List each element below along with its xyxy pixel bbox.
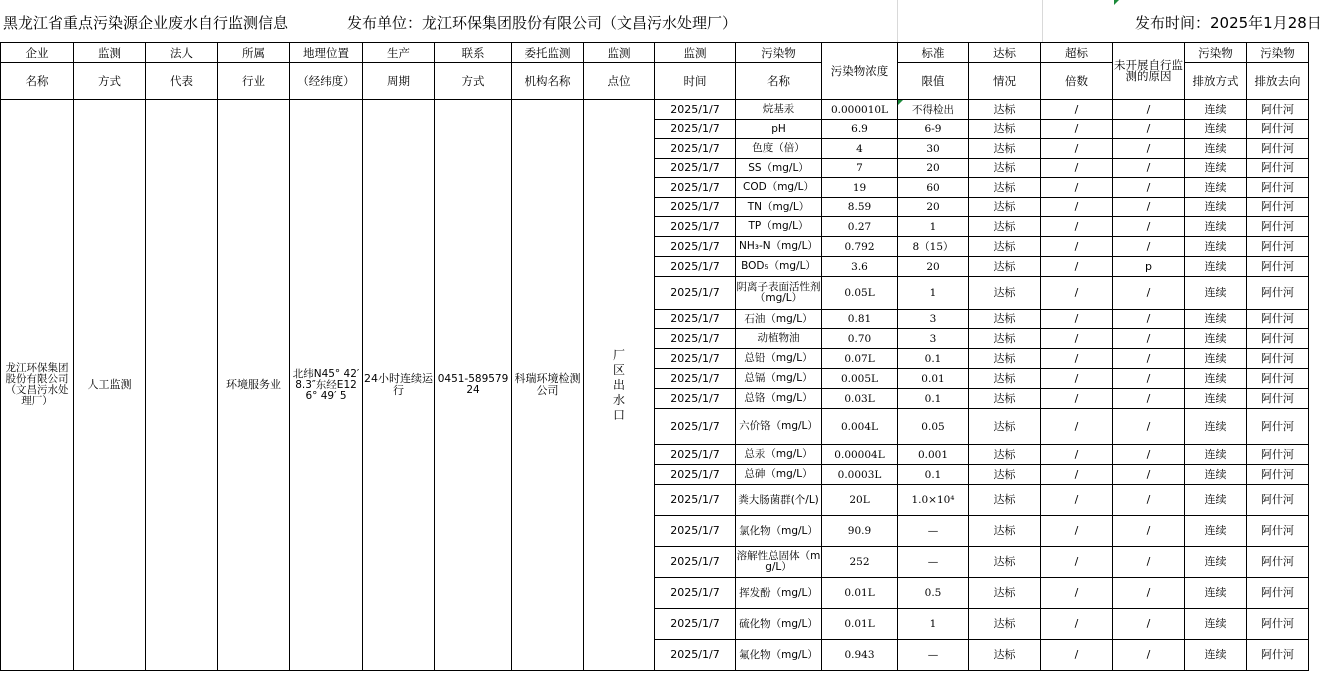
cell-status: 达标 [969, 120, 1041, 139]
cell-discharge-dest: 阿什河 [1247, 409, 1309, 445]
cell-limit: 0.1 [898, 465, 969, 485]
cell-status: 达标 [969, 465, 1041, 485]
enterprise-name-cell: 龙江环保集团股份有限公司（文昌污水处理厂） [1, 100, 74, 671]
col-head-discharge-dest: 污染物 [1247, 43, 1309, 63]
cell-limit: 30 [898, 139, 969, 159]
col-head-method-2: 方式 [74, 63, 146, 100]
cell-excess: / [1041, 310, 1113, 329]
cell-status: 达标 [969, 100, 1041, 120]
cell-limit: 8（15） [898, 237, 969, 257]
cell-date: 2025/1/7 [655, 409, 736, 445]
cell-pollutant: 总铬（mg/L） [736, 389, 822, 409]
cell-comment-marker [1114, 0, 1119, 5]
cell-concentration: 19 [822, 178, 898, 198]
col-head-legal-rep: 法人 [146, 43, 218, 63]
cell-pollutant: 色度（倍） [736, 139, 822, 159]
cell-status: 达标 [969, 178, 1041, 198]
cell-discharge-dest: 阿什河 [1247, 217, 1309, 237]
cell-excess: / [1041, 329, 1113, 349]
cell-limit: 3 [898, 310, 969, 329]
col-head-limit-2: 限值 [898, 63, 969, 100]
cell-excess: / [1041, 547, 1113, 578]
cell-concentration: 0.792 [822, 237, 898, 257]
cell-date: 2025/1/7 [655, 349, 736, 369]
cell-limit: 1 [898, 609, 969, 640]
cell-excess: / [1041, 578, 1113, 609]
cell-pollutant: BOD₅（mg/L） [736, 257, 822, 277]
cell-pollutant: 氯化物（mg/L） [736, 516, 822, 547]
col-head-contact: 联系 [435, 43, 512, 63]
col-head-enterprise-2: 名称 [1, 63, 74, 100]
cell-excess: / [1041, 389, 1113, 409]
cell-limit: 20 [898, 257, 969, 277]
cell-concentration: 0.0003L [822, 465, 898, 485]
cell-reason: / [1113, 178, 1185, 198]
cell-discharge-mode: 连续 [1185, 198, 1247, 217]
cell-discharge-dest: 阿什河 [1247, 277, 1309, 310]
cell-date: 2025/1/7 [655, 237, 736, 257]
col-head-excess: 超标 [1041, 43, 1113, 63]
cell-date: 2025/1/7 [655, 485, 736, 516]
cell-date: 2025/1/7 [655, 465, 736, 485]
cell-date: 2025/1/7 [655, 178, 736, 198]
cell-reason: / [1113, 237, 1185, 257]
cell-pollutant: 总砷（mg/L） [736, 465, 822, 485]
cell-pollutant: NH₃-N（mg/L） [736, 237, 822, 257]
col-head-excess-2: 倍数 [1041, 63, 1113, 100]
cell-limit: 0.001 [898, 445, 969, 465]
cell-discharge-mode: 连续 [1185, 609, 1247, 640]
col-head-cycle-2: 周期 [363, 63, 435, 100]
cell-concentration: 0.000010L [822, 100, 898, 120]
cell-discharge-dest: 阿什河 [1247, 640, 1309, 671]
cell-date: 2025/1/7 [655, 445, 736, 465]
cell-excess: / [1041, 178, 1113, 198]
monitoring-point-cell [584, 100, 655, 671]
col-head-industry: 所属 [218, 43, 290, 63]
cell-discharge-mode: 连续 [1185, 516, 1247, 547]
cell-reason: / [1113, 640, 1185, 671]
cell-limit: 不得检出 [898, 100, 969, 120]
cell-limit: 0.5 [898, 578, 969, 609]
cell-concentration: 7 [822, 159, 898, 178]
cell-discharge-mode: 连续 [1185, 277, 1247, 310]
cell-date: 2025/1/7 [655, 640, 736, 671]
cell-status: 达标 [969, 329, 1041, 349]
cell-concentration: 0.004L [822, 409, 898, 445]
cell-discharge-dest: 阿什河 [1247, 120, 1309, 139]
col-head-limit: 标准 [898, 43, 969, 63]
grid-line [897, 0, 898, 42]
monitoring-point-text: 厂区出水口 [612, 347, 625, 422]
cell-discharge-mode: 连续 [1185, 237, 1247, 257]
cell-excess: / [1041, 465, 1113, 485]
cell-discharge-mode: 连续 [1185, 640, 1247, 671]
cell-status: 达标 [969, 349, 1041, 369]
cell-status: 达标 [969, 445, 1041, 465]
cell-discharge-dest: 阿什河 [1247, 547, 1309, 578]
cell-concentration: 90.9 [822, 516, 898, 547]
cell-pollutant: 总镉（mg/L） [736, 369, 822, 389]
cell-concentration: 0.81 [822, 310, 898, 329]
cell-discharge-mode: 连续 [1185, 329, 1247, 349]
cell-discharge-mode: 连续 [1185, 485, 1247, 516]
cell-excess: / [1041, 349, 1113, 369]
cell-excess: / [1041, 100, 1113, 120]
cell-excess: / [1041, 277, 1113, 310]
cell-discharge-mode: 连续 [1185, 547, 1247, 578]
cell-concentration: 0.07L [822, 349, 898, 369]
cell-status: 达标 [969, 257, 1041, 277]
cell-reason: / [1113, 198, 1185, 217]
cell-status: 达标 [969, 389, 1041, 409]
cell-reason: / [1113, 389, 1185, 409]
monitoring-method-cell: 人工监测 [74, 100, 146, 671]
cell-limit: 0.01 [898, 369, 969, 389]
cell-limit: 20 [898, 159, 969, 178]
cell-limit: 0.1 [898, 389, 969, 409]
cell-reason: p [1113, 257, 1185, 277]
col-head-discharge-dest-2: 排放去向 [1247, 63, 1309, 100]
cell-reason: / [1113, 329, 1185, 349]
cell-discharge-dest: 阿什河 [1247, 139, 1309, 159]
cell-status: 达标 [969, 369, 1041, 389]
cell-excess: / [1041, 198, 1113, 217]
cell-date: 2025/1/7 [655, 609, 736, 640]
legal-rep-cell [146, 100, 218, 671]
cell-excess: / [1041, 217, 1113, 237]
cell-status: 达标 [969, 217, 1041, 237]
cell-concentration: 0.005L [822, 369, 898, 389]
cell-reason: / [1113, 120, 1185, 139]
cell-discharge-dest: 阿什河 [1247, 329, 1309, 349]
cell-pollutant: 硫化物（mg/L） [736, 609, 822, 640]
cell-date: 2025/1/7 [655, 139, 736, 159]
cell-pollutant: COD（mg/L） [736, 178, 822, 198]
cell-status: 达标 [969, 547, 1041, 578]
cell-excess: / [1041, 445, 1113, 465]
col-head-status: 达标 [969, 43, 1041, 63]
col-head-agency-2: 机构名称 [512, 63, 584, 100]
col-head-geo-2: （经纬度） [290, 63, 363, 100]
cell-date: 2025/1/7 [655, 277, 736, 310]
cell-reason: / [1113, 277, 1185, 310]
cell-reason: / [1113, 100, 1185, 120]
production-cycle-cell: 24小时连续运行 [363, 100, 435, 671]
cell-limit: 1 [898, 277, 969, 310]
cell-concentration: 0.01L [822, 578, 898, 609]
cell-date: 2025/1/7 [655, 547, 736, 578]
cell-reason: / [1113, 445, 1185, 465]
monitoring-table [0, 42, 1309, 671]
cell-discharge-mode: 连续 [1185, 369, 1247, 389]
cell-reason: / [1113, 547, 1185, 578]
col-head-pollutant: 污染物 [736, 43, 822, 63]
cell-pollutant: 溶解性总固体（mg/L） [736, 547, 822, 578]
cell-limit: — [898, 640, 969, 671]
cell-discharge-mode: 连续 [1185, 310, 1247, 329]
cell-concentration: 0.01L [822, 609, 898, 640]
cell-status: 达标 [969, 237, 1041, 257]
cell-limit: — [898, 547, 969, 578]
cell-reason: / [1113, 609, 1185, 640]
cell-excess: / [1041, 640, 1113, 671]
cell-date: 2025/1/7 [655, 389, 736, 409]
col-head-point-2: 点位 [584, 63, 655, 100]
geo-location-cell: 北纬N45° 42′ 8.3″东经E126° 49′ 5 [290, 100, 363, 671]
cell-concentration: 0.03L [822, 389, 898, 409]
cell-reason: / [1113, 409, 1185, 445]
cell-reason: / [1113, 516, 1185, 547]
cell-limit: 1 [898, 217, 969, 237]
cell-pollutant: 挥发酚（mg/L） [736, 578, 822, 609]
cell-reason: / [1113, 217, 1185, 237]
cell-discharge-dest: 阿什河 [1247, 198, 1309, 217]
cell-date: 2025/1/7 [655, 217, 736, 237]
cell-concentration: 3.6 [822, 257, 898, 277]
cell-date: 2025/1/7 [655, 159, 736, 178]
cell-discharge-dest: 阿什河 [1247, 349, 1309, 369]
cell-discharge-mode: 连续 [1185, 120, 1247, 139]
publisher-label: 发布单位：龙江环保集团股份有限公司（文昌污水处理厂） [347, 14, 738, 32]
cell-discharge-dest: 阿什河 [1247, 310, 1309, 329]
col-head-discharge-mode-2: 排放方式 [1185, 63, 1247, 100]
col-head-point: 监测 [584, 43, 655, 63]
cell-discharge-mode: 连续 [1185, 389, 1247, 409]
cell-concentration: 8.59 [822, 198, 898, 217]
col-head-geo: 地理位置 [290, 43, 363, 63]
cell-limit: 20 [898, 198, 969, 217]
cell-status: 达标 [969, 578, 1041, 609]
col-head-enterprise: 企业 [1, 43, 74, 63]
cell-concentration: 0.943 [822, 640, 898, 671]
cell-discharge-mode: 连续 [1185, 465, 1247, 485]
cell-discharge-dest: 阿什河 [1247, 609, 1309, 640]
col-head-pollutant-2: 名称 [736, 63, 822, 100]
publish-date: 发布时间：2025年1月28日 [1135, 14, 1322, 32]
cell-discharge-mode: 连续 [1185, 217, 1247, 237]
cell-pollutant: SS（mg/L） [736, 159, 822, 178]
cell-status: 达标 [969, 485, 1041, 516]
cell-concentration: 4 [822, 139, 898, 159]
cell-excess: / [1041, 159, 1113, 178]
cell-excess: / [1041, 409, 1113, 445]
cell-status: 达标 [969, 198, 1041, 217]
cell-limit: 1.0×10⁴ [898, 485, 969, 516]
cell-pollutant: TP（mg/L） [736, 217, 822, 237]
cell-reason: / [1113, 485, 1185, 516]
cell-discharge-dest: 阿什河 [1247, 257, 1309, 277]
cell-status: 达标 [969, 310, 1041, 329]
cell-date: 2025/1/7 [655, 257, 736, 277]
cell-status: 达标 [969, 409, 1041, 445]
cell-discharge-dest: 阿什河 [1247, 516, 1309, 547]
cell-discharge-dest: 阿什河 [1247, 237, 1309, 257]
cell-discharge-dest: 阿什河 [1247, 578, 1309, 609]
cell-discharge-dest: 阿什河 [1247, 465, 1309, 485]
col-head-industry-2: 行业 [218, 63, 290, 100]
cell-excess: / [1041, 120, 1113, 139]
cell-excess: / [1041, 485, 1113, 516]
table-row [1, 100, 1309, 120]
cell-status: 达标 [969, 159, 1041, 178]
cell-reason: / [1113, 465, 1185, 485]
cell-concentration: 0.70 [822, 329, 898, 349]
cell-limit: 60 [898, 178, 969, 198]
cell-status: 达标 [969, 277, 1041, 310]
col-head-legal-rep-2: 代表 [146, 63, 218, 100]
cell-discharge-mode: 连续 [1185, 257, 1247, 277]
cell-discharge-dest: 阿什河 [1247, 369, 1309, 389]
cell-excess: / [1041, 516, 1113, 547]
cell-concentration: 6.9 [822, 120, 898, 139]
cell-status: 达标 [969, 139, 1041, 159]
cell-pollutant: TN（mg/L） [736, 198, 822, 217]
cell-reason: / [1113, 369, 1185, 389]
cell-status: 达标 [969, 640, 1041, 671]
cell-excess: / [1041, 609, 1113, 640]
cell-discharge-dest: 阿什河 [1247, 445, 1309, 465]
col-head-agency: 委托监测 [512, 43, 584, 63]
col-head-contact-2: 方式 [435, 63, 512, 100]
cell-discharge-mode: 连续 [1185, 445, 1247, 465]
cell-discharge-mode: 连续 [1185, 100, 1247, 120]
col-head-reason: 未开展自行监测的原因 [1113, 43, 1185, 100]
col-head-time-2: 时间 [655, 63, 736, 100]
cell-excess: / [1041, 257, 1113, 277]
cell-date: 2025/1/7 [655, 578, 736, 609]
cell-discharge-dest: 阿什河 [1247, 159, 1309, 178]
cell-reason: / [1113, 349, 1185, 369]
cell-discharge-mode: 连续 [1185, 409, 1247, 445]
header-row-1 [1, 43, 1309, 63]
cell-date: 2025/1/7 [655, 198, 736, 217]
report-title: 黑龙江省重点污染源企业废水自行监测信息 [3, 14, 289, 32]
col-head-concentration: 污染物浓度 [822, 43, 898, 100]
cell-discharge-dest: 阿什河 [1247, 485, 1309, 516]
cell-date: 2025/1/7 [655, 516, 736, 547]
cell-concentration: 0.00004L [822, 445, 898, 465]
cell-excess: / [1041, 237, 1113, 257]
cell-date: 2025/1/7 [655, 369, 736, 389]
cell-concentration: 0.27 [822, 217, 898, 237]
cell-pollutant: 六价铬（mg/L） [736, 409, 822, 445]
industry-cell: 环境服务业 [218, 100, 290, 671]
contact-cell: 0451-58957924 [435, 100, 512, 671]
cell-discharge-mode: 连续 [1185, 178, 1247, 198]
cell-limit: 6-9 [898, 120, 969, 139]
cell-status: 达标 [969, 609, 1041, 640]
cell-pollutant: 总铅（mg/L） [736, 349, 822, 369]
cell-limit: 3 [898, 329, 969, 349]
cell-reason: / [1113, 159, 1185, 178]
cell-reason: / [1113, 578, 1185, 609]
cell-pollutant: 阴离子表面活性剂（mg/L） [736, 277, 822, 310]
cell-discharge-dest: 阿什河 [1247, 389, 1309, 409]
cell-limit: 0.05 [898, 409, 969, 445]
cell-date: 2025/1/7 [655, 100, 736, 120]
cell-discharge-dest: 阿什河 [1247, 178, 1309, 198]
cell-date: 2025/1/7 [655, 329, 736, 349]
cell-discharge-mode: 连续 [1185, 578, 1247, 609]
cell-pollutant: 烷基汞 [736, 100, 822, 120]
cell-reason: / [1113, 139, 1185, 159]
cell-concentration: 0.05L [822, 277, 898, 310]
grid-line [1042, 0, 1043, 42]
cell-pollutant: 石油（mg/L） [736, 310, 822, 329]
cell-pollutant: 总汞（mg/L） [736, 445, 822, 465]
cell-limit: — [898, 516, 969, 547]
cell-date: 2025/1/7 [655, 120, 736, 139]
cell-concentration: 20L [822, 485, 898, 516]
cell-pollutant: 粪大肠菌群(个/L) [736, 485, 822, 516]
cell-date: 2025/1/7 [655, 310, 736, 329]
cell-limit: 0.1 [898, 349, 969, 369]
cell-excess: / [1041, 139, 1113, 159]
agency-cell: 科瑞环境检测公司 [512, 100, 584, 671]
col-head-discharge-mode: 污染物 [1185, 43, 1247, 63]
cell-reason: / [1113, 310, 1185, 329]
cell-discharge-mode: 连续 [1185, 139, 1247, 159]
col-head-time: 监测 [655, 43, 736, 63]
cell-pollutant: 动植物油 [736, 329, 822, 349]
cell-discharge-mode: 连续 [1185, 159, 1247, 178]
header-row-2 [1, 63, 1309, 100]
cell-status: 达标 [969, 516, 1041, 547]
col-head-cycle: 生产 [363, 43, 435, 63]
col-head-method: 监测 [74, 43, 146, 63]
col-head-status-2: 情况 [969, 63, 1041, 100]
cell-concentration: 252 [822, 547, 898, 578]
title-bar [0, 0, 1331, 42]
cell-discharge-mode: 连续 [1185, 349, 1247, 369]
cell-discharge-dest: 阿什河 [1247, 100, 1309, 120]
cell-pollutant: pH [736, 120, 822, 139]
cell-pollutant: 氟化物（mg/L） [736, 640, 822, 671]
cell-excess: / [1041, 369, 1113, 389]
